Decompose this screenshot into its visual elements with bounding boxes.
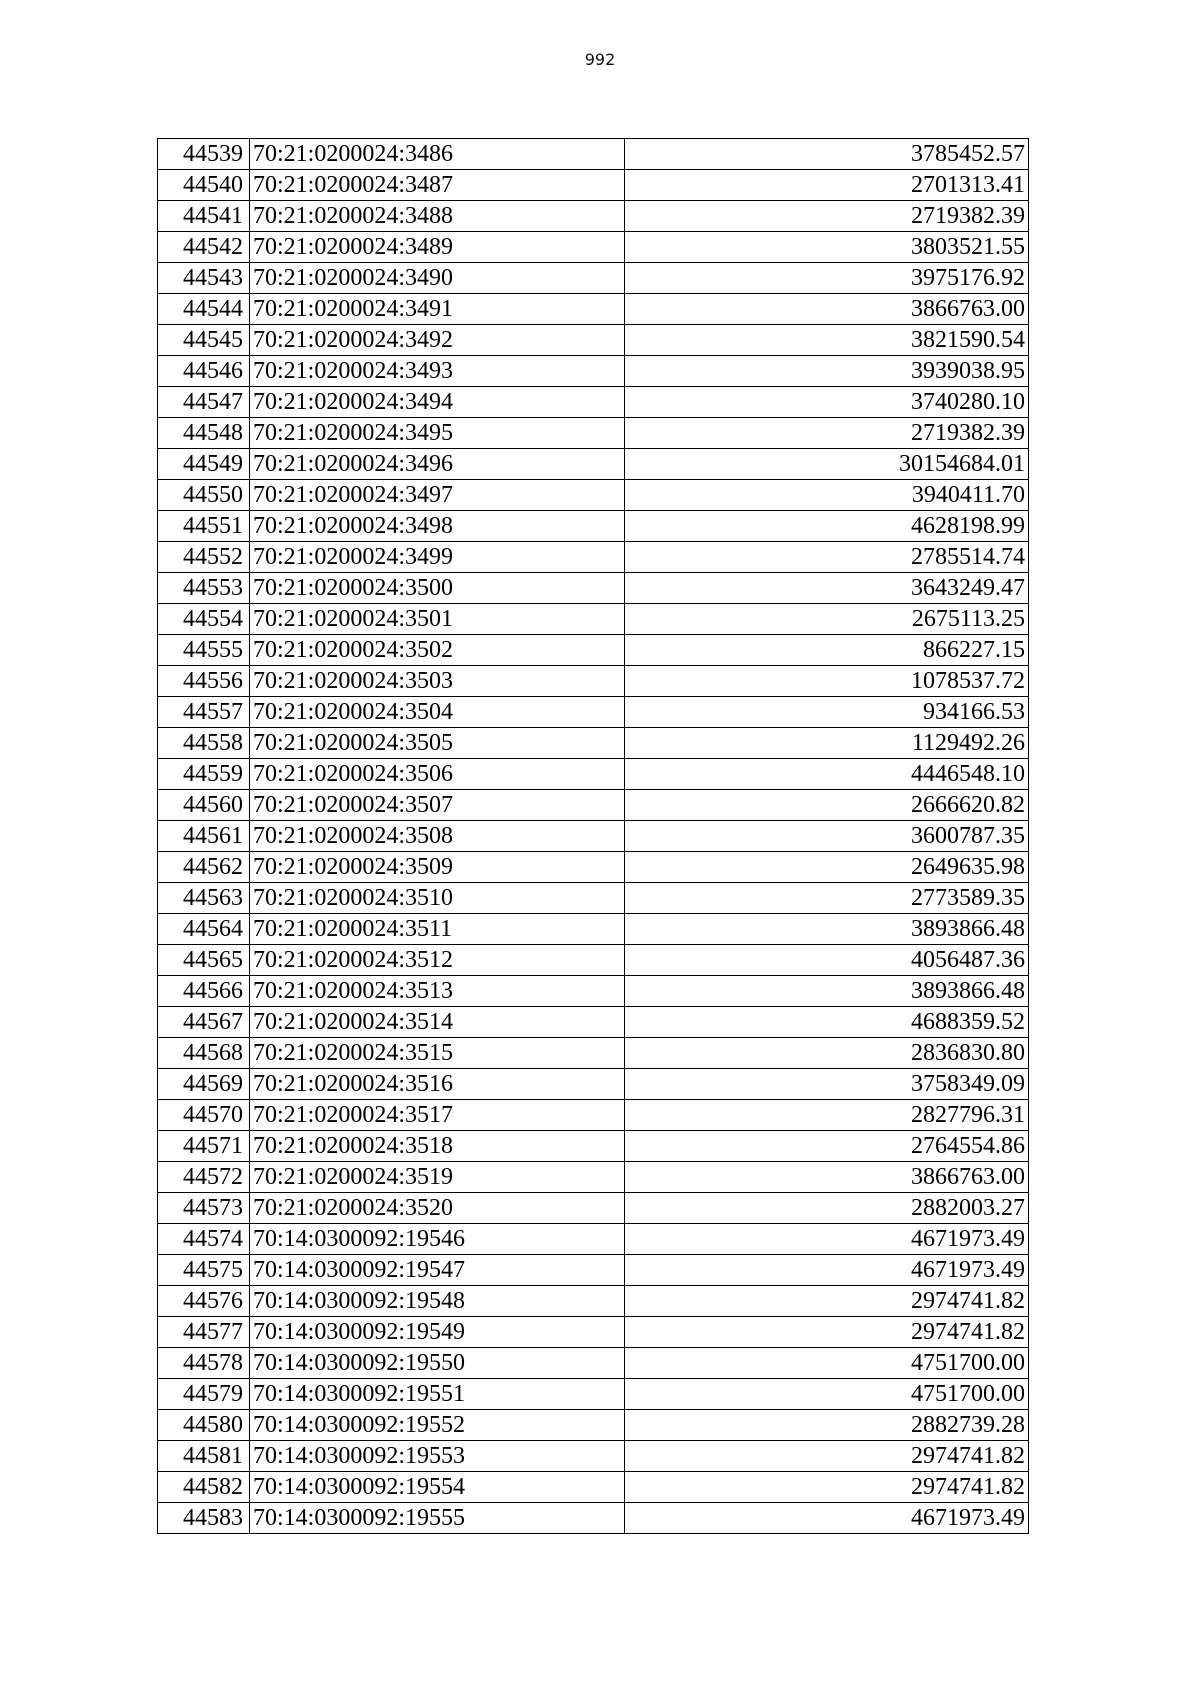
row-number-cell: 44572 bbox=[158, 1162, 250, 1193]
row-number-cell: 44547 bbox=[158, 387, 250, 418]
table-row bbox=[158, 418, 1029, 449]
row-number-cell: 44566 bbox=[158, 976, 250, 1007]
cadastral-value-table bbox=[157, 138, 1029, 1534]
cadastral-number-cell: 70:21:0200024:3515 bbox=[250, 1038, 625, 1069]
cadastral-value-cell: 3740280.10 bbox=[625, 387, 1029, 418]
row-number-cell: 44567 bbox=[158, 1007, 250, 1038]
cadastral-number-cell: 70:21:0200024:3520 bbox=[250, 1193, 625, 1224]
cadastral-number-cell: 70:14:0300092:19546 bbox=[250, 1224, 625, 1255]
cadastral-number-cell: 70:21:0200024:3508 bbox=[250, 821, 625, 852]
row-number-cell: 44558 bbox=[158, 728, 250, 759]
cadastral-number-cell: 70:14:0300092:19552 bbox=[250, 1410, 625, 1441]
row-number-cell: 44571 bbox=[158, 1131, 250, 1162]
cadastral-number-cell: 70:14:0300092:19548 bbox=[250, 1286, 625, 1317]
cadastral-number-cell: 70:21:0200024:3496 bbox=[250, 449, 625, 480]
page-number: 992 bbox=[584, 50, 616, 69]
cadastral-value-cell: 3939038.95 bbox=[625, 356, 1029, 387]
row-number-cell: 44540 bbox=[158, 170, 250, 201]
cadastral-value-cell: 2785514.74 bbox=[625, 542, 1029, 573]
cadastral-value-cell: 2719382.39 bbox=[625, 418, 1029, 449]
table-row bbox=[158, 542, 1029, 573]
table-row bbox=[158, 852, 1029, 883]
cadastral-number-cell: 70:21:0200024:3516 bbox=[250, 1069, 625, 1100]
cadastral-value-cell: 2974741.82 bbox=[625, 1317, 1029, 1348]
cadastral-number-cell: 70:14:0300092:19550 bbox=[250, 1348, 625, 1379]
table-row bbox=[158, 1162, 1029, 1193]
cadastral-value-cell: 4628198.99 bbox=[625, 511, 1029, 542]
table-row bbox=[158, 1007, 1029, 1038]
row-number-cell: 44557 bbox=[158, 697, 250, 728]
table-row bbox=[158, 201, 1029, 232]
table-body bbox=[158, 139, 1029, 1534]
table-row bbox=[158, 139, 1029, 170]
row-number-cell: 44576 bbox=[158, 1286, 250, 1317]
cadastral-value-cell: 866227.15 bbox=[625, 635, 1029, 666]
cadastral-number-cell: 70:21:0200024:3517 bbox=[250, 1100, 625, 1131]
row-number-cell: 44575 bbox=[158, 1255, 250, 1286]
cadastral-value-cell: 2764554.86 bbox=[625, 1131, 1029, 1162]
cadastral-value-cell: 2836830.80 bbox=[625, 1038, 1029, 1069]
cadastral-number-cell: 70:21:0200024:3503 bbox=[250, 666, 625, 697]
cadastral-value-cell: 3893866.48 bbox=[625, 914, 1029, 945]
row-number-cell: 44544 bbox=[158, 294, 250, 325]
cadastral-value-cell: 1078537.72 bbox=[625, 666, 1029, 697]
cadastral-value-cell: 30154684.01 bbox=[625, 449, 1029, 480]
cadastral-value-cell: 2666620.82 bbox=[625, 790, 1029, 821]
table-row bbox=[158, 387, 1029, 418]
cadastral-value-cell: 3866763.00 bbox=[625, 1162, 1029, 1193]
cadastral-number-cell: 70:21:0200024:3491 bbox=[250, 294, 625, 325]
cadastral-number-cell: 70:21:0200024:3490 bbox=[250, 263, 625, 294]
table-row bbox=[158, 1100, 1029, 1131]
table-row bbox=[158, 573, 1029, 604]
cadastral-value-cell: 3785452.57 bbox=[625, 139, 1029, 170]
cadastral-value-cell: 2882003.27 bbox=[625, 1193, 1029, 1224]
row-number-cell: 44549 bbox=[158, 449, 250, 480]
cadastral-number-cell: 70:14:0300092:19547 bbox=[250, 1255, 625, 1286]
table-row bbox=[158, 232, 1029, 263]
row-number-cell: 44561 bbox=[158, 821, 250, 852]
row-number-cell: 44555 bbox=[158, 635, 250, 666]
row-number-cell: 44581 bbox=[158, 1441, 250, 1472]
cadastral-value-cell: 3803521.55 bbox=[625, 232, 1029, 263]
table-row bbox=[158, 976, 1029, 1007]
cadastral-number-cell: 70:21:0200024:3506 bbox=[250, 759, 625, 790]
table-row bbox=[158, 1379, 1029, 1410]
table-row bbox=[158, 1317, 1029, 1348]
cadastral-value-cell: 3600787.35 bbox=[625, 821, 1029, 852]
cadastral-number-cell: 70:21:0200024:3486 bbox=[250, 139, 625, 170]
table-row bbox=[158, 1441, 1029, 1472]
cadastral-value-cell: 3893866.48 bbox=[625, 976, 1029, 1007]
cadastral-value-cell: 1129492.26 bbox=[625, 728, 1029, 759]
table-row bbox=[158, 1038, 1029, 1069]
cadastral-number-cell: 70:21:0200024:3513 bbox=[250, 976, 625, 1007]
cadastral-value-cell: 4751700.00 bbox=[625, 1348, 1029, 1379]
cadastral-value-cell: 3643249.47 bbox=[625, 573, 1029, 604]
row-number-cell: 44564 bbox=[158, 914, 250, 945]
table-row bbox=[158, 449, 1029, 480]
cadastral-value-cell: 2974741.82 bbox=[625, 1286, 1029, 1317]
cadastral-value-cell: 2719382.39 bbox=[625, 201, 1029, 232]
cadastral-number-cell: 70:21:0200024:3511 bbox=[250, 914, 625, 945]
row-number-cell: 44583 bbox=[158, 1503, 250, 1534]
cadastral-number-cell: 70:21:0200024:3493 bbox=[250, 356, 625, 387]
table-row bbox=[158, 604, 1029, 635]
cadastral-number-cell: 70:14:0300092:19549 bbox=[250, 1317, 625, 1348]
cadastral-number-cell: 70:21:0200024:3487 bbox=[250, 170, 625, 201]
row-number-cell: 44545 bbox=[158, 325, 250, 356]
cadastral-number-cell: 70:21:0200024:3512 bbox=[250, 945, 625, 976]
cadastral-number-cell: 70:21:0200024:3519 bbox=[250, 1162, 625, 1193]
row-number-cell: 44578 bbox=[158, 1348, 250, 1379]
cadastral-number-cell: 70:21:0200024:3509 bbox=[250, 852, 625, 883]
table-row bbox=[158, 1131, 1029, 1162]
row-number-cell: 44573 bbox=[158, 1193, 250, 1224]
table-row bbox=[158, 325, 1029, 356]
row-number-cell: 44541 bbox=[158, 201, 250, 232]
row-number-cell: 44570 bbox=[158, 1100, 250, 1131]
table-row bbox=[158, 759, 1029, 790]
cadastral-value-cell: 2701313.41 bbox=[625, 170, 1029, 201]
table-row bbox=[158, 1410, 1029, 1441]
cadastral-value-cell: 3758349.09 bbox=[625, 1069, 1029, 1100]
cadastral-number-cell: 70:21:0200024:3502 bbox=[250, 635, 625, 666]
table-row bbox=[158, 356, 1029, 387]
table-row bbox=[158, 1503, 1029, 1534]
cadastral-value-cell: 4056487.36 bbox=[625, 945, 1029, 976]
row-number-cell: 44548 bbox=[158, 418, 250, 449]
cadastral-number-cell: 70:21:0200024:3497 bbox=[250, 480, 625, 511]
cadastral-value-cell: 4688359.52 bbox=[625, 1007, 1029, 1038]
cadastral-number-cell: 70:21:0200024:3518 bbox=[250, 1131, 625, 1162]
cadastral-number-cell: 70:21:0200024:3510 bbox=[250, 883, 625, 914]
row-number-cell: 44562 bbox=[158, 852, 250, 883]
cadastral-number-cell: 70:14:0300092:19554 bbox=[250, 1472, 625, 1503]
cadastral-number-cell: 70:21:0200024:3507 bbox=[250, 790, 625, 821]
cadastral-value-cell: 934166.53 bbox=[625, 697, 1029, 728]
cadastral-value-cell: 2882739.28 bbox=[625, 1410, 1029, 1441]
table-row bbox=[158, 666, 1029, 697]
row-number-cell: 44582 bbox=[158, 1472, 250, 1503]
cadastral-number-cell: 70:21:0200024:3504 bbox=[250, 697, 625, 728]
row-number-cell: 44560 bbox=[158, 790, 250, 821]
table-row bbox=[158, 1472, 1029, 1503]
table-row bbox=[158, 728, 1029, 759]
cadastral-value-cell: 2773589.35 bbox=[625, 883, 1029, 914]
cadastral-value-cell: 3940411.70 bbox=[625, 480, 1029, 511]
cadastral-number-cell: 70:14:0300092:19555 bbox=[250, 1503, 625, 1534]
table-row bbox=[158, 697, 1029, 728]
cadastral-value-cell: 4671973.49 bbox=[625, 1503, 1029, 1534]
cadastral-number-cell: 70:21:0200024:3498 bbox=[250, 511, 625, 542]
cadastral-value-cell: 4446548.10 bbox=[625, 759, 1029, 790]
table-row bbox=[158, 821, 1029, 852]
table-row bbox=[158, 883, 1029, 914]
table-row bbox=[158, 480, 1029, 511]
row-number-cell: 44568 bbox=[158, 1038, 250, 1069]
cadastral-value-cell: 2827796.31 bbox=[625, 1100, 1029, 1131]
row-number-cell: 44556 bbox=[158, 666, 250, 697]
cadastral-number-cell: 70:21:0200024:3514 bbox=[250, 1007, 625, 1038]
table-row bbox=[158, 1255, 1029, 1286]
row-number-cell: 44569 bbox=[158, 1069, 250, 1100]
table-row bbox=[158, 1193, 1029, 1224]
table-row bbox=[158, 170, 1029, 201]
row-number-cell: 44552 bbox=[158, 542, 250, 573]
row-number-cell: 44542 bbox=[158, 232, 250, 263]
table-row bbox=[158, 1286, 1029, 1317]
cadastral-value-cell: 4671973.49 bbox=[625, 1224, 1029, 1255]
row-number-cell: 44550 bbox=[158, 480, 250, 511]
cadastral-number-cell: 70:21:0200024:3495 bbox=[250, 418, 625, 449]
table-row bbox=[158, 790, 1029, 821]
table-row bbox=[158, 1069, 1029, 1100]
cadastral-number-cell: 70:14:0300092:19551 bbox=[250, 1379, 625, 1410]
table-row bbox=[158, 1348, 1029, 1379]
table-row bbox=[158, 1224, 1029, 1255]
table-row bbox=[158, 914, 1029, 945]
row-number-cell: 44579 bbox=[158, 1379, 250, 1410]
row-number-cell: 44580 bbox=[158, 1410, 250, 1441]
row-number-cell: 44551 bbox=[158, 511, 250, 542]
cadastral-number-cell: 70:21:0200024:3501 bbox=[250, 604, 625, 635]
table-row bbox=[158, 635, 1029, 666]
cadastral-value-cell: 2649635.98 bbox=[625, 852, 1029, 883]
row-number-cell: 44565 bbox=[158, 945, 250, 976]
row-number-cell: 44574 bbox=[158, 1224, 250, 1255]
row-number-cell: 44539 bbox=[158, 139, 250, 170]
row-number-cell: 44553 bbox=[158, 573, 250, 604]
cadastral-number-cell: 70:21:0200024:3489 bbox=[250, 232, 625, 263]
table-row bbox=[158, 294, 1029, 325]
cadastral-value-cell: 4671973.49 bbox=[625, 1255, 1029, 1286]
cadastral-value-cell: 2974741.82 bbox=[625, 1472, 1029, 1503]
cadastral-number-cell: 70:21:0200024:3505 bbox=[250, 728, 625, 759]
cadastral-number-cell: 70:21:0200024:3500 bbox=[250, 573, 625, 604]
row-number-cell: 44543 bbox=[158, 263, 250, 294]
cadastral-value-cell: 3975176.92 bbox=[625, 263, 1029, 294]
cadastral-number-cell: 70:21:0200024:3488 bbox=[250, 201, 625, 232]
cadastral-number-cell: 70:21:0200024:3494 bbox=[250, 387, 625, 418]
row-number-cell: 44563 bbox=[158, 883, 250, 914]
table-row bbox=[158, 945, 1029, 976]
row-number-cell: 44577 bbox=[158, 1317, 250, 1348]
row-number-cell: 44554 bbox=[158, 604, 250, 635]
cadastral-number-cell: 70:14:0300092:19553 bbox=[250, 1441, 625, 1472]
cadastral-value-cell: 2675113.25 bbox=[625, 604, 1029, 635]
table-row bbox=[158, 511, 1029, 542]
cadastral-value-cell: 3821590.54 bbox=[625, 325, 1029, 356]
cadastral-value-cell: 3866763.00 bbox=[625, 294, 1029, 325]
row-number-cell: 44546 bbox=[158, 356, 250, 387]
cadastral-value-cell: 4751700.00 bbox=[625, 1379, 1029, 1410]
table-row bbox=[158, 263, 1029, 294]
cadastral-number-cell: 70:21:0200024:3499 bbox=[250, 542, 625, 573]
cadastral-number-cell: 70:21:0200024:3492 bbox=[250, 325, 625, 356]
row-number-cell: 44559 bbox=[158, 759, 250, 790]
cadastral-value-cell: 2974741.82 bbox=[625, 1441, 1029, 1472]
